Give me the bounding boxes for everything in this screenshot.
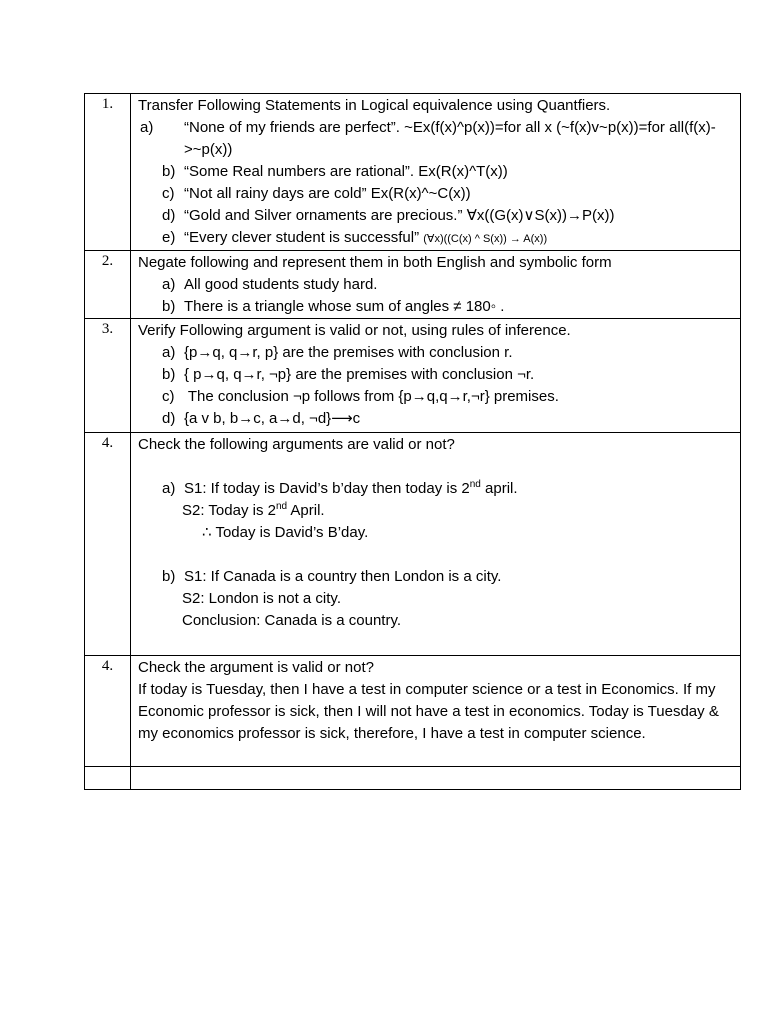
sub-item-c: c) “Not all rainy days are cold” Ex(R(x)^~C(x)) xyxy=(162,185,471,202)
sub-item-e: e) “Every clever student is successful” (∀x)((C(x) ^ S(x)) → A(x)) xyxy=(162,229,548,246)
question-body xyxy=(131,251,741,319)
question-row-4 xyxy=(85,433,741,656)
sub-item-a: a) S1: If today is David’s b’day then today is 2nd april. xyxy=(162,479,518,497)
empty-row xyxy=(85,767,741,790)
sub-item-b: b) “Some Real numbers are rational”. Ex(R(x)^T(x)) xyxy=(162,163,508,180)
question-number: 2. xyxy=(85,251,131,319)
sub-item-d: d) “Gold and Silver ornaments are precious.” ∀x((G(x)∨S(x))→P(x)) xyxy=(162,207,615,224)
sub-item-a: a) All good students study hard. xyxy=(162,276,378,293)
question-body xyxy=(131,656,741,767)
questions-table xyxy=(84,93,741,790)
question-row-2 xyxy=(85,251,741,319)
conclusion: ∴ Today is David’s B’day. xyxy=(202,524,369,541)
question-number: 4. xyxy=(85,656,131,767)
question-number: 3. xyxy=(85,319,131,433)
question-row-1 xyxy=(85,94,741,251)
sub-item-d: d) {a v b, b→c, a→d, ¬d}⟶c xyxy=(162,410,361,427)
question-title: Verify Following argument is valid or not, using rules of inference. xyxy=(138,322,571,339)
question-title: Check the argument is valid or not? xyxy=(138,659,374,676)
question-body xyxy=(131,433,741,656)
sub-item-a: a) “None of my friends are perfect”. ~Ex(f(x)^p(x))=for all x (~f(x)v~p(x))=for all(f(x)->~p(x)) xyxy=(140,119,716,158)
empty-cell xyxy=(131,767,741,790)
sub-item-b: b) There is a triangle whose sum of angles ≠ 180◦ . xyxy=(162,298,505,315)
formula-small: (∀x)((C(x) ^ S(x)) → A(x)) xyxy=(423,233,548,245)
sub-item-a: a) {p→q, q→r, p} are the premises with conclusion r. xyxy=(162,344,513,361)
question-number: 4. xyxy=(85,433,131,656)
empty-cell xyxy=(85,767,131,790)
premise-s2: S2: London is not a city. xyxy=(182,590,341,607)
question-body xyxy=(131,319,741,433)
sub-item-c: c) The conclusion ¬p follows from {p→q,q→r,¬r} premises. xyxy=(162,388,559,405)
question-row-5 xyxy=(85,656,741,767)
question-paragraph: If today is Tuesday, then I have a test in computer science or a test in Economics. If my Economic professor is sick, then I will not have a test in economics. Today is Tuesday & my economics professor is sick, therefore, I have a test in computer science. xyxy=(138,681,719,742)
question-body xyxy=(131,94,741,251)
question-number: 1. xyxy=(85,94,131,251)
question-title: Negate following and represent them in both English and symbolic form xyxy=(138,254,612,271)
sub-item-b: b) { p→q, q→r, ¬p} are the premises with conclusion ¬r. xyxy=(162,366,535,383)
question-title: Check the following arguments are valid or not? xyxy=(138,436,455,453)
sub-item-b: b) S1: If Canada is a country then London is a city. xyxy=(162,568,502,585)
premise-s2: S2: Today is 2nd April. xyxy=(182,501,325,519)
conclusion: Conclusion: Canada is a country. xyxy=(182,612,402,629)
question-row-3 xyxy=(85,319,741,433)
question-title: Transfer Following Statements in Logical equivalence using Quantfiers. xyxy=(138,97,611,114)
